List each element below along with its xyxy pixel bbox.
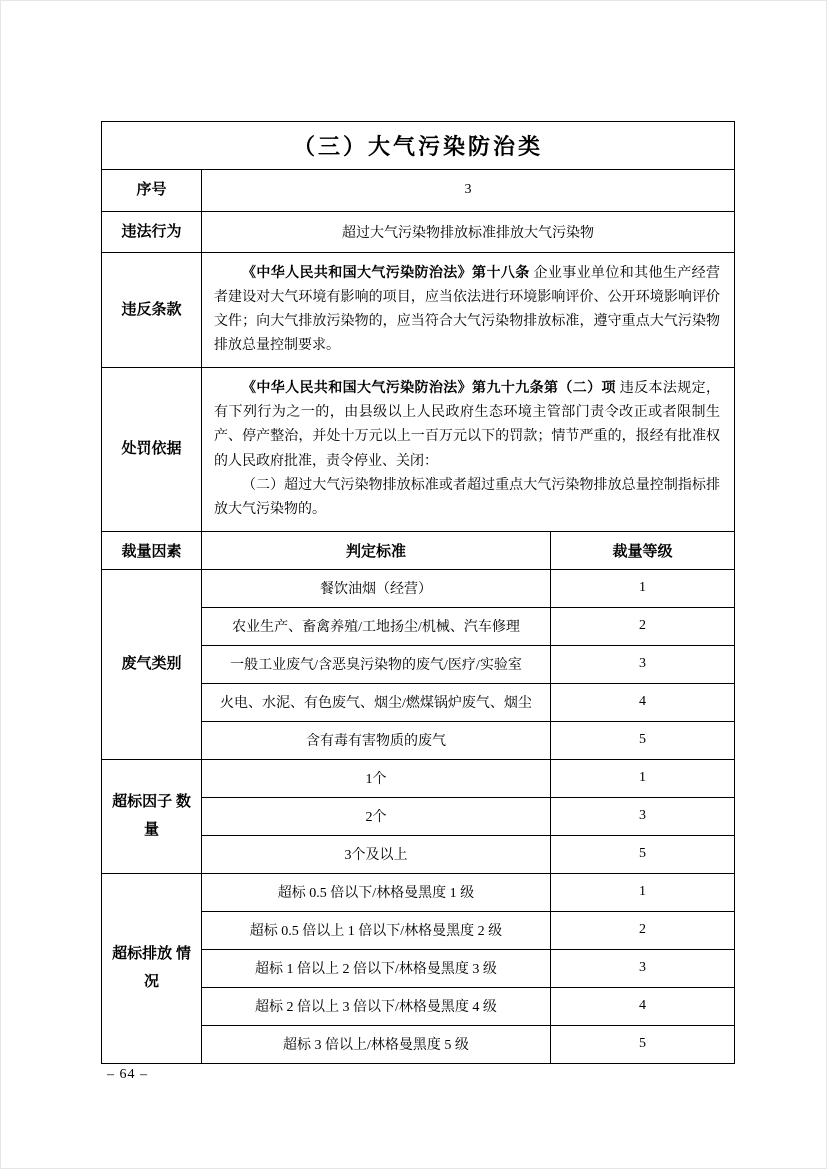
criteria-cell: 一般工业废气/含恶臭污染物的废气/医疗/实验室 bbox=[202, 645, 551, 683]
table-row bbox=[102, 873, 735, 911]
factor-header-row bbox=[102, 531, 735, 569]
criteria-cell: 超标 3 倍以上/林格曼黑度 5 级 bbox=[202, 1025, 551, 1063]
criteria-cell: 农业生产、畜禽养殖/工地扬尘/机械、汽车修理 bbox=[202, 607, 551, 645]
criteria-cell: 超标 2 倍以上 3 倍以下/林格曼黑度 4 级 bbox=[202, 987, 551, 1025]
clause-label: 违反条款 bbox=[102, 253, 202, 368]
page-number: – 64 – bbox=[107, 1067, 148, 1082]
table-row bbox=[102, 569, 735, 607]
penalty-text-cell bbox=[202, 368, 735, 531]
grade-cell: 3 bbox=[551, 797, 735, 835]
criteria-cell: 餐饮油烟（经营） bbox=[202, 569, 551, 607]
table-title: （三）大气污染防治类 bbox=[102, 122, 735, 170]
clause-text-cell bbox=[202, 253, 735, 368]
criteria-cell: 含有毒有害物质的废气 bbox=[202, 721, 551, 759]
grade-cell: 1 bbox=[551, 569, 735, 607]
violation-row bbox=[102, 211, 735, 253]
serial-row bbox=[102, 170, 735, 212]
clause-body-text: 企业事业单位和其他生产经营者建设对大气环境有影响的项目，应当依法进行环境影响评价、公开环境影响评价文件；向大气排放污染物的，应当符合大气污染物排放标准，遵守重点大气污染物排放总量控制要求。 bbox=[214, 266, 721, 354]
criteria-cell: 超标 1 倍以上 2 倍以下/林格曼黑度 3 级 bbox=[202, 949, 551, 987]
penalty-label: 处罚依据 bbox=[102, 368, 202, 531]
clause-paragraph bbox=[214, 262, 720, 358]
penalty-row bbox=[102, 368, 735, 531]
penalty-law-citation: 《中华人民共和国大气污染防治法》第九十九条第（二）项 bbox=[242, 381, 616, 397]
serial-label: 序号 bbox=[102, 170, 202, 212]
clause-row bbox=[102, 253, 735, 368]
table-title-row bbox=[102, 122, 735, 170]
penalty-paragraph-1 bbox=[214, 377, 720, 473]
grade-cell: 2 bbox=[551, 911, 735, 949]
penalty-body-text: 违反本法规定，有下列行为之一的，由县级以上人民政府生态环境主管部门责令改正或者限制生产、停产整治，并处十万元以上一百万元以下的罚款；情节严重的，报经有批准权的人民政府批准，责令停业、关闭： bbox=[214, 381, 721, 469]
grade-cell: 5 bbox=[551, 721, 735, 759]
group-label-exceedance: 超标排放 情况 bbox=[102, 873, 202, 1063]
grade-header-label: 裁量等级 bbox=[551, 531, 735, 569]
violation-value: 超过大气污染物排放标准排放大气污染物 bbox=[202, 211, 735, 253]
group-label-factor-count: 超标因子 数量 bbox=[102, 759, 202, 873]
grade-cell: 3 bbox=[551, 645, 735, 683]
criteria-cell: 1个 bbox=[202, 759, 551, 797]
penalty-paragraph-2: （二）超过大气污染物排放标准或者超过重点大气污染物排放总量控制指标排放大气污染物的。 bbox=[214, 477, 720, 517]
grade-cell: 5 bbox=[551, 835, 735, 873]
grade-cell: 4 bbox=[551, 987, 735, 1025]
clause-law-citation: 《中华人民共和国大气污染防治法》第十八条 bbox=[242, 266, 530, 281]
grade-cell: 1 bbox=[551, 759, 735, 797]
criteria-cell: 超标 0.5 倍以下/林格曼黑度 1 级 bbox=[202, 873, 551, 911]
grade-cell: 2 bbox=[551, 607, 735, 645]
grade-cell: 5 bbox=[551, 1025, 735, 1063]
grade-cell: 1 bbox=[551, 873, 735, 911]
table-row bbox=[102, 759, 735, 797]
criteria-cell: 超标 0.5 倍以上 1 倍以下/林格曼黑度 2 级 bbox=[202, 911, 551, 949]
criteria-header-label: 判定标准 bbox=[202, 531, 551, 569]
group-label-gas-type: 废气类别 bbox=[102, 569, 202, 759]
criteria-cell: 2个 bbox=[202, 797, 551, 835]
serial-value: 3 bbox=[202, 170, 735, 212]
factor-header-label: 裁量因素 bbox=[102, 531, 202, 569]
violation-label: 违法行为 bbox=[102, 211, 202, 253]
criteria-cell: 火电、水泥、有色废气、烟尘/燃煤锅炉废气、烟尘 bbox=[202, 683, 551, 721]
grade-cell: 3 bbox=[551, 949, 735, 987]
penalty-discretion-table bbox=[101, 121, 735, 1064]
criteria-cell: 3个及以上 bbox=[202, 835, 551, 873]
grade-cell: 4 bbox=[551, 683, 735, 721]
